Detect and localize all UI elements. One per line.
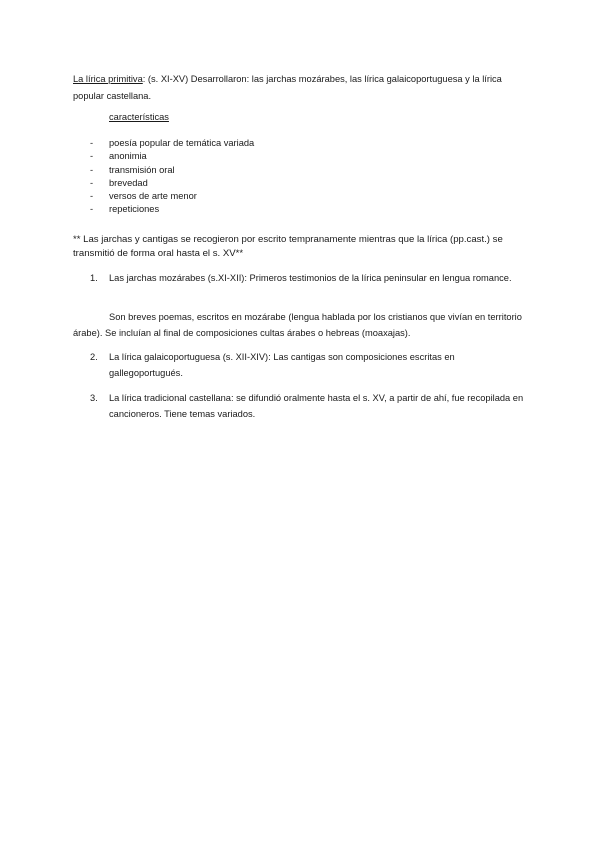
item-text: La lírica galaicoportuguesa (s. XII-XIV): Las cantigas son composiciones escritas en gallegoportugués. — [109, 352, 455, 378]
item-number: 2. — [90, 352, 98, 362]
item-number: 1. — [90, 273, 98, 283]
body-paragraph: Son breves poemas, escritos en mozárabe (lengua hablada por los cristianos que vivían en territorio árabe). Se incluían al final de composiciones cultas árabes o hebreas (moaxajas). — [73, 312, 522, 338]
list-bullet: - — [90, 191, 94, 202]
list-bullet: - — [90, 177, 94, 188]
characteristics-list — [90, 137, 254, 217]
list-item-text: anonimia — [109, 151, 147, 162]
list-item — [90, 150, 254, 163]
list-bullet: - — [90, 164, 94, 175]
list-bullet: - — [90, 204, 94, 215]
list-item-text: versos de arte menor — [109, 191, 197, 202]
intro-heading: La lírica primitiva — [73, 74, 143, 84]
note-paragraph: ** Las jarchas y cantigas se recogieron por escrito tempranamente mientras que la lírica (pp.cast.) se transmitió de forma oral hasta el s. XV** — [73, 234, 503, 259]
list-item-text: transmisión oral — [109, 164, 175, 175]
characteristics-heading: características — [109, 112, 169, 122]
intro-text: : (s. XI-XV) Desarrollaron: las jarchas mozárabes, las lírica galaicoportuguesa y la lírica popular castellana. — [73, 74, 502, 101]
item-text: La lírica tradicional castellana: se difundió oralmente hasta el s. XV, a partir de ahí, fue recopilada en cancioneros. Tiene temas variados. — [109, 393, 524, 419]
list-item — [90, 203, 254, 216]
list-item-text: repeticiones — [109, 204, 160, 215]
item-text: Las jarchas mozárabes (s.XI-XII): Primeros testimonios de la lírica peninsular en lengua romance. — [109, 273, 512, 283]
numbered-item-2 — [90, 350, 530, 381]
item-number: 3. — [90, 393, 98, 403]
list-item — [90, 177, 254, 190]
list-bullet: - — [90, 138, 94, 148]
list-bullet: - — [90, 151, 94, 162]
numbered-item-3 — [90, 391, 530, 422]
list-item — [90, 137, 254, 150]
list-item-text: brevedad — [109, 177, 148, 188]
list-item-text: poesía popular de temática variada — [109, 138, 255, 148]
intro-paragraph — [73, 71, 533, 105]
list-item — [90, 190, 254, 203]
list-item — [90, 164, 254, 177]
numbered-item-1 — [90, 271, 530, 287]
